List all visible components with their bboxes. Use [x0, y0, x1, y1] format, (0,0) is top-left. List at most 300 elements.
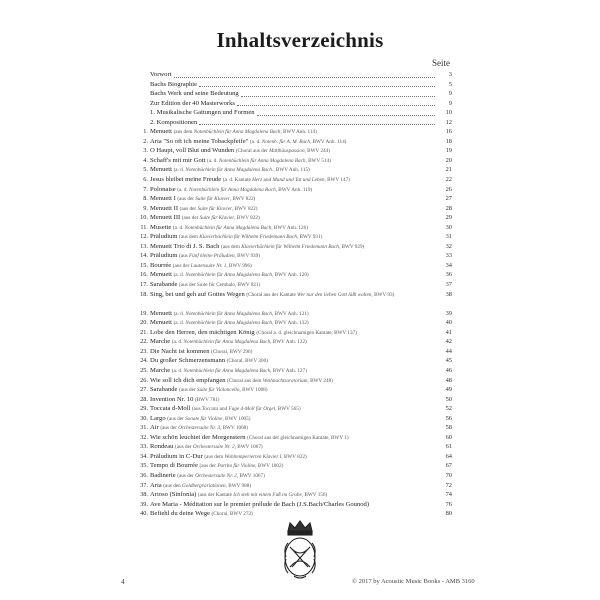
- entry-source-note: [177, 473, 265, 479]
- note-work-title: Partita für Violine: [217, 463, 256, 470]
- note-work-title: Notenbüchlein für Anna Magdalena Bach: [185, 167, 273, 174]
- entry-page: 9: [448, 99, 452, 107]
- entry-title: Die Nacht ist kommen: [150, 347, 210, 355]
- toc-entry: [128, 490, 452, 500]
- note-prefix: (BWV 781): [194, 396, 220, 403]
- entry-source-note: [173, 263, 252, 269]
- entry-number: 21.: [140, 328, 148, 336]
- note-work-title: Orchestersuite Nr. 3: [178, 425, 220, 432]
- note-work-title: Sonate für Violine: [185, 415, 223, 422]
- note-prefix: (aus den: [163, 482, 183, 489]
- entry-title: Tempo di Bourrée: [150, 462, 198, 470]
- note-prefix: (aus der: [175, 444, 193, 451]
- toc-entry: [128, 251, 452, 261]
- entry-source-note: [172, 339, 307, 345]
- note-prefix: (aus dem: [173, 129, 194, 136]
- entry-source-note: [227, 358, 268, 364]
- note-work-title: Orchestersuite Nr. 2: [192, 444, 235, 451]
- entry-title: Menuett Trio di J. S. Bach: [150, 242, 220, 250]
- note-suffix: , BWV 156): [301, 492, 328, 499]
- entry-source-note: [179, 387, 267, 393]
- entry-title: Du großer Schmerzensmann: [150, 357, 226, 365]
- entry-source-note: [174, 311, 309, 317]
- note-prefix: (aus der: [172, 262, 191, 269]
- note-prefix: (a. d.: [207, 157, 219, 164]
- entry-page: 36: [445, 271, 452, 279]
- entry-number: 7.: [143, 185, 148, 193]
- toc-entry: [128, 376, 452, 386]
- page-title: Inhaltsverzeichnis: [216, 28, 384, 52]
- entry-number: 14.: [140, 252, 148, 260]
- entry-number: 31.: [140, 424, 148, 432]
- entry-page: 30: [445, 223, 452, 231]
- entry-page: 5: [448, 80, 452, 88]
- entry-title: 2. Kompositionen: [150, 118, 198, 126]
- entry-title: Badinerie: [150, 471, 176, 479]
- entry-number: 26.: [140, 376, 148, 384]
- note-suffix: , BWV Anh. 114): [309, 138, 347, 145]
- entry-page: 27: [445, 195, 452, 203]
- entry-number: 19.: [140, 309, 148, 317]
- front-matter-list: [128, 70, 452, 127]
- note-suffix: , BWV 822): [234, 215, 260, 222]
- toc-entry: [128, 347, 452, 357]
- note-work-title: Weihnachtsoratorium: [262, 377, 308, 384]
- entry-title: Aria "So oft ich meine Tobackpfeife": [150, 137, 249, 145]
- note-work-title: Fünf kleine Präludien: [189, 253, 235, 260]
- entry-page: 49: [445, 386, 452, 394]
- note-work-title: Orchestersuite Nr. 2: [195, 472, 237, 479]
- entry-source-note: [223, 177, 350, 183]
- entry-page: 38: [445, 290, 452, 298]
- note-suffix: , BWV 1005): [222, 415, 251, 422]
- note-prefix: (a. d.: [173, 167, 186, 174]
- note-prefix: (aus der: [167, 415, 186, 422]
- entry-source-note: [211, 349, 252, 355]
- toc-entry: [128, 146, 452, 156]
- entry-page: 46: [445, 366, 452, 374]
- entry-title: Wie soll ich dich empfangen: [150, 376, 226, 384]
- toc-entry: [128, 165, 452, 175]
- entry-title: Menuett III: [150, 214, 181, 222]
- note-work-title: Notenbüchlein für Anna Magdalena Bach: [185, 272, 273, 279]
- entry-page: 52: [445, 405, 452, 413]
- note-work-title: Ich steh mit einem Fuß im Grabe: [233, 492, 302, 499]
- toc-entry: [128, 137, 452, 147]
- entry-title: Präludium: [150, 233, 178, 241]
- note-suffix: , BWV 514): [305, 157, 331, 164]
- toc-entry: [128, 442, 452, 452]
- note-work-title: Notenbüchlein für Anna Magdalena Bach: [218, 157, 306, 164]
- dot-leader: [241, 95, 435, 97]
- entry-title: Präludium: [150, 252, 178, 260]
- note-suffix: , BWV 244): [304, 148, 330, 155]
- entry-number: 11.: [140, 223, 148, 231]
- entry-page: 20: [445, 156, 452, 164]
- note-work-title: Notenbüchlein für Anna Magdalena Bach: [185, 320, 273, 327]
- note-prefix: (Choral aus dem: [227, 377, 263, 384]
- toc-entry: [128, 366, 452, 376]
- note-prefix: (Choral, BWV 300): [226, 358, 268, 365]
- entry-title: Largo: [150, 414, 166, 422]
- toc-entry: [128, 242, 452, 252]
- entry-number: 29.: [140, 405, 148, 413]
- entry-source-note: [246, 292, 394, 298]
- entry-number: 17.: [140, 281, 148, 289]
- entry-page: 42: [445, 338, 452, 346]
- toc-entry: [128, 309, 452, 319]
- entry-title: Jesus bleibet meine Freude: [150, 176, 222, 184]
- toc-entry: [128, 261, 452, 271]
- entry-source-note: [204, 454, 306, 460]
- entry-number: 28.: [140, 395, 148, 403]
- toc-entry: [128, 270, 452, 280]
- toc-entry: [128, 185, 452, 195]
- toc-entry: [128, 385, 452, 395]
- note-prefix: (Choral, BWV 296): [211, 348, 253, 355]
- note-suffix: , BWV 93): [371, 291, 395, 298]
- table-of-contents: [128, 70, 452, 519]
- entry-title: Menuett: [150, 128, 172, 136]
- entry-source-note: [179, 234, 322, 240]
- entry-source-note: [236, 148, 330, 154]
- note-work-title: Suite für Klavier: [195, 196, 230, 203]
- toc-entry: [128, 127, 452, 137]
- entry-page: 56: [445, 414, 452, 422]
- entry-number: 40.: [140, 510, 148, 518]
- note-suffix: , BWV 939): [234, 253, 260, 260]
- entry-source-note: [207, 158, 331, 164]
- note-work-title: Klavierbüchlein für Wilhelm Friedemann Bach: [199, 234, 297, 241]
- entry-title: Vorwort: [150, 71, 172, 78]
- entry-page: 37: [445, 281, 452, 289]
- entry-number: 33.: [140, 443, 148, 451]
- entry-page: 60: [445, 433, 452, 441]
- toc-entry: [128, 290, 452, 309]
- note-suffix: , BWV 1067): [234, 444, 263, 451]
- entry-page: 64: [445, 452, 452, 460]
- front-matter-item: [128, 89, 452, 99]
- entry-title: Toccata d-Moll: [150, 405, 191, 413]
- entry-page: 32: [445, 242, 452, 250]
- note-prefix: (aus der: [179, 387, 197, 394]
- toc-entry: [128, 395, 452, 405]
- note-prefix: (a. d.: [177, 186, 190, 193]
- entry-source-note: [198, 492, 327, 498]
- note-work-title: Matthäuspassion: [269, 148, 305, 155]
- note-prefix: (aus der: [177, 196, 196, 203]
- note-prefix: (a. d.: [249, 138, 262, 145]
- entry-title: Menuett I: [150, 195, 176, 203]
- note-work-title: Herz und Mund und Tat und Leben: [252, 177, 325, 184]
- entry-number: 37.: [140, 481, 148, 489]
- note-suffix: , BWV 565): [275, 406, 301, 413]
- entry-title: O Haupt, voll Blut und Wunden: [150, 147, 235, 155]
- entry-number: 18.: [140, 290, 148, 298]
- entry-title: Invention Nr. 10: [150, 395, 194, 403]
- entry-source-note: [256, 330, 357, 336]
- entry-number: 23.: [140, 347, 148, 355]
- note-prefix: (aus dem: [204, 453, 225, 460]
- page-number: 4: [121, 578, 125, 586]
- toc-entry: [128, 481, 452, 491]
- entry-page: 50: [445, 395, 452, 403]
- entry-number: 6.: [143, 176, 148, 184]
- note-prefix: (a. d.: [172, 224, 185, 231]
- entry-title: Sarabande: [150, 281, 178, 289]
- entry-source-note: [172, 368, 307, 374]
- entry-source-note: [179, 282, 260, 288]
- note-prefix: (aus: [179, 253, 190, 260]
- note-work-title: Notenbüchlein für Anna Magdalena Bach: [184, 224, 272, 231]
- entry-source-note: [177, 187, 312, 193]
- entry-title: Menuett: [150, 309, 172, 317]
- entry-source-note: [177, 196, 255, 202]
- entry-number: 25.: [140, 366, 148, 374]
- note-work-title: Goldbergvariationen: [182, 482, 226, 489]
- note-suffix: , BWV Anh. 132): [272, 320, 309, 327]
- note-prefix: (Choral aus der: [235, 148, 270, 155]
- entry-page: 70: [445, 471, 452, 479]
- page-column-header: Seite: [432, 58, 450, 68]
- note-prefix: (a. d.: [173, 320, 186, 327]
- entry-source-note: [195, 397, 220, 403]
- entry-number: 16.: [140, 271, 148, 279]
- toc-entry: [128, 156, 452, 166]
- entry-page: 33: [445, 252, 452, 260]
- toc-entry: [128, 318, 452, 328]
- entry-title: Präludium in C-Dur: [150, 452, 203, 460]
- entry-number: 30.: [140, 414, 148, 422]
- note-suffix: , BWV 1068): [220, 425, 249, 432]
- entry-source-note: [174, 320, 309, 326]
- note-prefix: (aus der: [177, 472, 196, 479]
- entry-number: 20.: [140, 319, 148, 327]
- note-prefix: (aus dem: [179, 234, 200, 241]
- entry-page: 58: [445, 424, 452, 432]
- toc-entry: [128, 280, 452, 290]
- note-prefix: (aus: [191, 406, 202, 413]
- entry-number: 15.: [140, 261, 148, 269]
- entry-source-note: [160, 425, 248, 431]
- note-prefix: (aus der: [181, 215, 200, 222]
- note-work-title: Suite für Violoncello: [196, 387, 240, 394]
- entry-source-note: [180, 206, 258, 212]
- entry-page: 28: [445, 204, 452, 212]
- note-suffix: , BWV 1002): [255, 463, 284, 470]
- entry-page: 10: [445, 109, 452, 117]
- entry-source-note: [227, 378, 333, 384]
- entry-title: Arioso (Sinfonia): [150, 491, 197, 499]
- entry-source-note: [175, 444, 263, 450]
- front-matter-item: [128, 99, 452, 109]
- entry-page: 29: [445, 214, 452, 222]
- note-suffix: , BWV 931): [296, 234, 323, 241]
- entry-source-note: [174, 167, 310, 173]
- entry-source-note: [174, 129, 317, 135]
- entry-source-note: [173, 225, 308, 231]
- entry-number: 38.: [140, 491, 148, 499]
- entry-page: 3: [448, 71, 452, 78]
- bach-seal-icon: [280, 519, 320, 581]
- front-matter-item: [128, 70, 452, 80]
- entry-page: 9: [448, 90, 452, 98]
- note-suffix: , BWV 996): [226, 262, 252, 269]
- note-work-title: Lautensuite Nr. 1: [190, 262, 227, 269]
- dot-leader: [257, 114, 435, 116]
- note-suffix: , BWV Anh. 120): [272, 272, 309, 279]
- toc-entry: [128, 509, 452, 519]
- note-work-title: Suite für Klavier: [199, 215, 235, 222]
- note-work-title: Wer nur den lieben Gott läßt walten: [297, 291, 372, 298]
- toc-entry: [128, 500, 452, 510]
- entry-source-note: [221, 244, 364, 250]
- toc-entry: [128, 461, 452, 471]
- note-prefix: (Choral, BWV 272): [211, 511, 253, 518]
- entry-title: Polonaise: [150, 185, 176, 193]
- entry-source-note: [174, 272, 309, 278]
- note-suffix: , BWV Anh. 122): [270, 339, 307, 346]
- note-work-title: Suite für Klavier: [197, 205, 233, 212]
- dot-leader: [199, 85, 435, 87]
- note-work-title: Notenbüchlein für Anna Magdalena Bach: [189, 186, 276, 193]
- entry-number: 10.: [140, 214, 148, 222]
- toc-entry: [128, 414, 452, 424]
- entry-page: 16: [445, 128, 452, 136]
- entry-title: Marche: [150, 366, 171, 374]
- note-work-title: Notenbüchlein für Anna Magdalena Bach: [183, 367, 271, 374]
- dot-leader: [237, 104, 435, 106]
- toc-entry: [128, 232, 452, 242]
- entry-source-note: [179, 253, 260, 259]
- note-suffix: , BWV Anh. 127): [270, 367, 307, 374]
- note-work-title: Notenbüchlein für Anna Magdalena Bach: [183, 339, 271, 346]
- toc-entry: [128, 471, 452, 481]
- copyright-notice: © 2017 by Acoustic Music Books - AMB 3160: [352, 578, 475, 585]
- entry-page: 41: [445, 328, 452, 336]
- note-suffix: , BWV Anh. 121): [272, 310, 309, 317]
- entry-page: 40: [445, 319, 452, 327]
- entry-page: 12: [445, 118, 452, 126]
- entry-source-note: [192, 406, 301, 412]
- note-suffix: , BWV Anh. 126): [271, 224, 308, 231]
- entry-title: 1. Musikalische Gattungen und Formen: [150, 109, 255, 117]
- entry-number: 12.: [140, 233, 148, 241]
- entry-number: 22.: [140, 338, 148, 346]
- toc-entry: [128, 433, 452, 443]
- note-suffix: , BWV 988): [225, 482, 252, 489]
- entry-page: 61: [445, 443, 452, 451]
- entry-number: 24.: [140, 357, 148, 365]
- entry-title: Menuett: [150, 271, 172, 279]
- entry-page: 39: [445, 309, 452, 317]
- entry-page: 44: [445, 347, 452, 355]
- entry-number: 32.: [140, 433, 148, 441]
- entry-number: 39.: [140, 500, 148, 508]
- note-suffix: , BWV 248): [307, 377, 333, 384]
- entry-number: 34.: [140, 452, 148, 460]
- entry-number: 36.: [140, 471, 148, 479]
- note-suffix: ., BWV Anh. 115): [272, 167, 310, 174]
- entry-title: Sing, bet und geh auf Gottes Wegen: [150, 290, 245, 298]
- toc-entry: [128, 194, 452, 204]
- front-matter-item: [128, 80, 452, 90]
- entry-source-note: [247, 435, 348, 441]
- toc-entry: [128, 328, 452, 338]
- entry-page: 18: [445, 137, 452, 145]
- entry-page: 22: [445, 176, 452, 184]
- note-prefix: (aus der: [179, 205, 198, 212]
- entry-number: 27.: [140, 386, 148, 394]
- entry-page: 26: [445, 185, 452, 193]
- entry-title: Bourrée: [150, 261, 172, 269]
- note-suffix: , BWV Anh. 119): [275, 186, 313, 193]
- entry-page: 34: [445, 261, 452, 269]
- note-suffix: , BWV Anh. 114): [280, 129, 317, 136]
- entries-list: [128, 127, 452, 518]
- note-suffix: , BWV 929): [338, 243, 365, 250]
- entry-page: 31: [445, 233, 452, 241]
- toc-entry: [128, 223, 452, 233]
- note-prefix: (aus der: [199, 463, 218, 470]
- toc-entry: [128, 204, 452, 214]
- note-work-title: Notenb. für A. M. Bach: [261, 138, 310, 145]
- entry-title: Menuett II: [150, 204, 179, 212]
- note-suffix: , BWV 822): [232, 205, 258, 212]
- entry-source-note: [167, 416, 250, 422]
- entry-number: 3.: [143, 147, 148, 155]
- entry-page: 72: [445, 481, 452, 489]
- toc-entry: [128, 404, 452, 414]
- entry-page: 48: [445, 376, 452, 384]
- note-suffix: , BWV 147): [324, 177, 350, 184]
- note-work-title: Toccata und Fuge d-Moll für Orgel: [201, 406, 276, 413]
- front-matter-item: [128, 108, 452, 118]
- entry-title: Zur Edition der 40 Masterworks: [150, 99, 235, 107]
- toc-entry: [128, 452, 452, 462]
- entry-page: 19: [445, 147, 452, 155]
- note-prefix: (a. d.: [171, 367, 184, 374]
- note-suffix: , BWV 822): [229, 196, 256, 203]
- note-suffix: , BWV 822): [281, 453, 307, 460]
- entry-number: 13.: [140, 242, 148, 250]
- entry-page: 80: [445, 510, 452, 518]
- entry-title: Sarabande: [150, 386, 178, 394]
- note-prefix: (aus der: [160, 425, 179, 432]
- note-prefix: (Choral a. d. gleichnamigen Kantate, BWV 137): [256, 329, 357, 336]
- entry-title: Ave Maria - Méditation sur le premier prélude de Bach (J.S.Bach/Charles Gounod): [150, 500, 370, 508]
- entry-page: 45: [445, 357, 452, 365]
- note-prefix: (aus der Kantate: [197, 492, 234, 499]
- entry-title: Menuett: [150, 319, 172, 327]
- toc-entry: [128, 175, 452, 185]
- entry-title: Marche: [150, 338, 171, 346]
- note-work-title: Notenbüchlein für Anna Magdalena Bach: [193, 129, 281, 136]
- note-prefix: (aus dem: [221, 243, 242, 250]
- entry-title: Bachs Werk und seine Bedeutung: [150, 90, 239, 98]
- dot-leader: [199, 123, 435, 125]
- entry-number: 1.: [143, 128, 148, 136]
- note-prefix: (Choral aus der gleichnamigen Kantate, BWV 1): [247, 434, 349, 441]
- note-prefix: (aus der Suite für Cembalo, BWV 821): [179, 282, 261, 289]
- entry-text: [150, 290, 436, 301]
- entry-source-note: [212, 511, 253, 517]
- entry-title: Wie schön leuchtet der Morgenstern: [150, 433, 246, 441]
- entry-title: Befiehl du deine Wege: [150, 510, 210, 518]
- note-work-title: Notenbüchlein für Anna Magdalena Bach: [185, 310, 273, 317]
- note-work-title: Wohltemperierten Klavier I: [224, 453, 282, 460]
- entry-number: 8.: [143, 195, 148, 203]
